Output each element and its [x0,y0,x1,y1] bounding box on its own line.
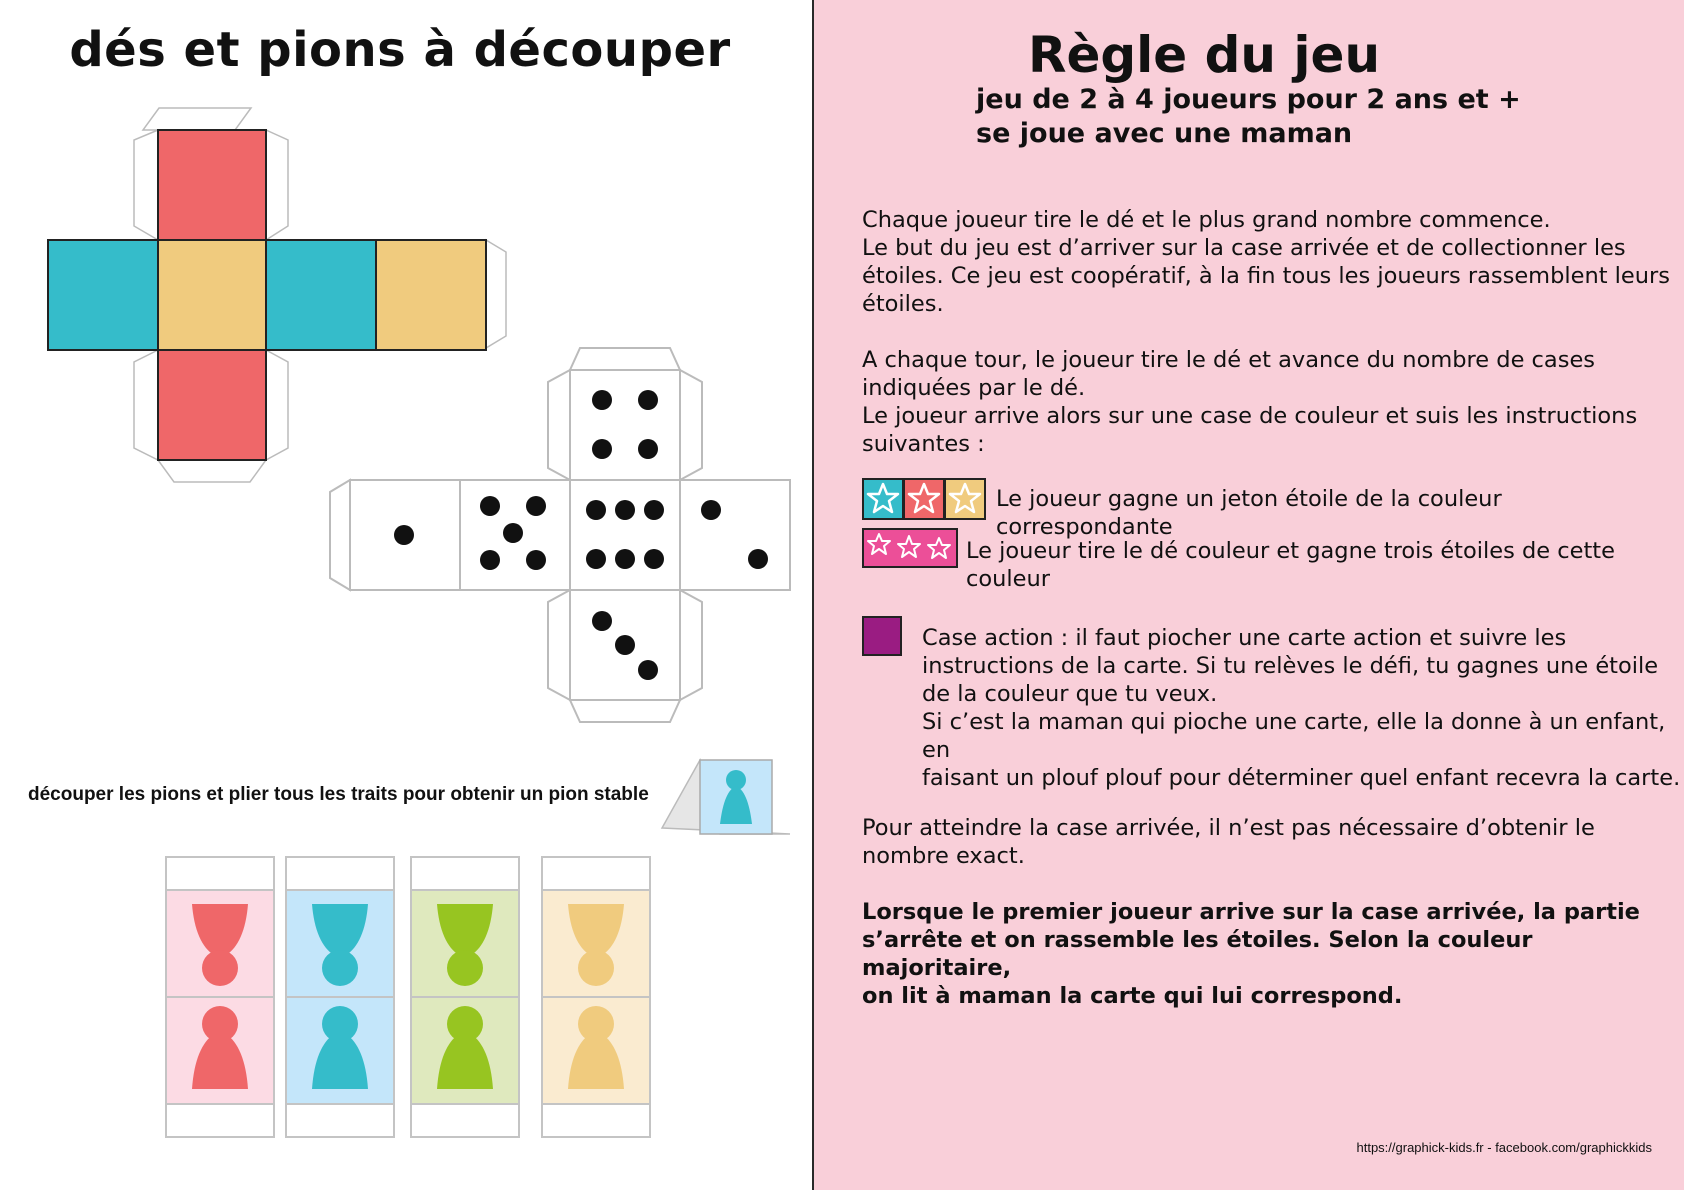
glue-tab [570,348,680,370]
star-squares-legend [862,478,988,522]
glue-tab [570,700,680,722]
die-face-yellow [158,240,266,350]
action-legend-text: Case action : il faut piocher une carte action et suivre les instructions de la carte. Si tu relèves le défi, tu gagnes une étoile de la couleur que tu veux. Si c’est la maman qui pioche une carte, elle la donne à un enfant, en faisant un plouf plouf pour déterminer quel enfant recevra la carte. [922,625,1681,791]
die-face-red [158,130,266,240]
glue-tab [266,130,288,240]
cutout-artwork [0,0,812,1190]
pawn-cutout [286,857,394,1137]
glue-tab [330,480,350,590]
cut-instruction: découper les pions et plier tous les traits pour obtenir un pion stable [28,784,649,805]
die-face-2 [680,480,790,590]
glue-tab [486,240,506,348]
glue-tab [680,590,702,700]
action-square [862,616,902,656]
rules-intro: Chaque joueur tire le dé et le plus grand nombre commence. Le but du jeu est d’arriver sur la case arrivée et de collectionner les étoiles. Ce jeu est coopératif, à la fin tous les joueurs rassemblent leurs étoiles. [862,207,1671,317]
glue-tab [266,350,288,460]
rules-subtitle-players: jeu de 2 à 4 joueurs pour 2 ans et + [976,84,1521,115]
triple-star-legend-text: Le joueur tire le dé couleur et gagne trois étoiles de cette couleur [966,538,1615,592]
glue-tab [158,460,266,482]
footer-credit: https://graphick-kids.fr - facebook.com/graphickkids [1356,1140,1652,1155]
pawn-cutout [166,857,274,1137]
star-legend-text: Le joueur gagne un jeton étoile de la couleur correspondante [996,486,1502,540]
standing-pawn-example [662,760,790,834]
glue-tab [680,370,702,480]
die-face-cyan [48,240,158,350]
glue-tab [134,130,158,240]
die-face-6 [570,480,680,590]
rules-subtitle-mother: se joue avec une maman [976,118,1353,149]
glue-tab [143,108,251,130]
rules-title: Règle du jeu [1027,26,1381,84]
die-face-cyan [266,240,376,350]
rules-arrival: Pour atteindre la case arrivée, il n’est pas nécessaire d’obtenir le nombre exact. [862,815,1595,869]
triple-star-legend [862,528,960,570]
rules-panel [812,0,1684,1190]
die-face-yellow [376,240,486,350]
pawn-cutouts [166,857,650,1137]
cutout-panel [0,0,812,1190]
pawn-cutout [542,857,650,1137]
color-die-faces [48,130,486,460]
glue-tab [548,590,570,700]
rules-turn: A chaque tour, le joueur tire le dé et avance du nombre de cases indiquées par le dé. Le joueur arrive alors sur une case de couleur et suis les instructions suivantes : [862,347,1638,457]
glue-tab [548,370,570,480]
rules-ending: Lorsque le premier joueur arrive sur la case arrivée, la partie s’arrête et on rassemble les étoiles. Selon la couleur majoritaire, on lit à maman la carte qui lui correspond. [862,899,1640,1009]
glue-tab [134,350,158,460]
pawn-cutout [411,857,519,1137]
die-face-red [158,350,266,460]
die-face-4 [570,370,680,480]
cutout-title: dés et pions à découper [69,22,731,78]
